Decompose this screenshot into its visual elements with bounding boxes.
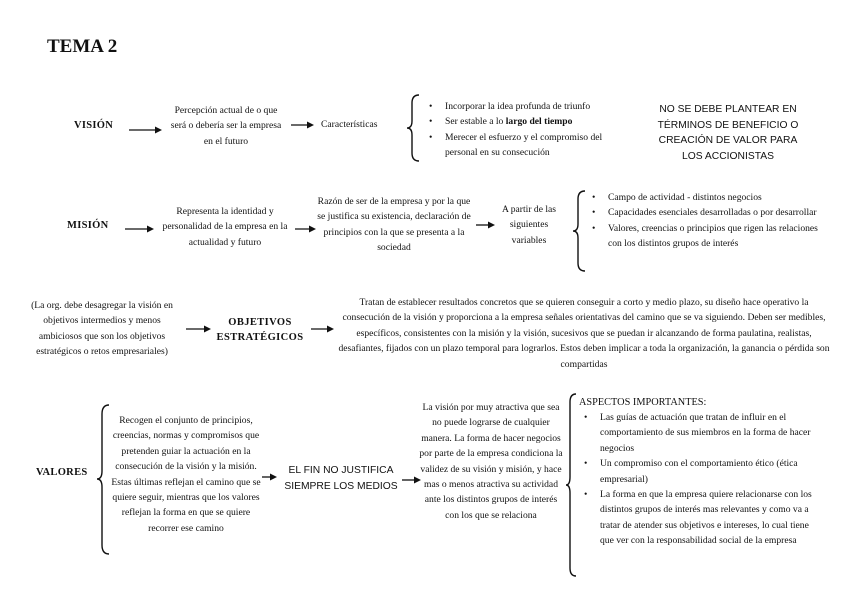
page-title: TEMA 2 [47, 36, 118, 57]
valores-aspects-brace [566, 393, 578, 577]
valores-aspects [582, 410, 824, 549]
mision-definition: Representa la identidad y personalidad de la empresa en la actualidad y futuro [162, 206, 288, 248]
objetivos-arrow-1 [186, 327, 212, 335]
objetivos-note: (La org. debe desagregar la visión en objetivos intermedios y menos ambiciosos que son los objetivos estratégicos o retos empresariales) [31, 300, 173, 358]
vision-label: VISIÓN [74, 120, 114, 131]
valores-explanation: La visión por muy atractiva que sea no puede lograrse de cualquier manera. La forma de hacer negocios por parte de la empresa condiciona la validez de su visión y misión, y hace mas o menos atractiva su actividad ante los distintos grupos de interés con los que se relaciona [419, 402, 563, 521]
valores-aspects-title: ASPECTOS IMPORTANTES: [579, 397, 707, 408]
mision-bullet: • Capacidades esenciales desarrolladas o por desarrollar [590, 205, 822, 220]
vision-arrow-1 [129, 128, 163, 136]
vision-bullet: • Merecer el esfuerzo y el compromiso del personal en su consecución [427, 130, 625, 161]
vision-bullet: • Ser estable a lo largo del tiempo [427, 114, 625, 129]
vision-bullet: • Incorporar la idea profunda de triunfo [427, 99, 625, 114]
vision-brace [407, 94, 421, 162]
mision-reason: Razón de ser de la empresa y por la que se justifica su existencia, declaración de principios con la que se presenta a la sociedad [317, 196, 471, 254]
objetivos-description: Tratan de establecer resultados concretos que se quieren conseguir a corto y medio plazo, su diseño hace operativo la consecución de la visión y proporciona a la empresa señales orientativas del camino que se va siguiendo. Deben ser medibles, específicos, consistentes con la misión y la visión, sucesivos que se puedan ir alcanzando de forma paulatina, realistas, desafiantes, fijados con un plazo temporal para lograrlos. Estos deben implicar a toda la organización, la ganancia o pérdida son compartidas [338, 297, 830, 370]
mision-connector: A partir de las siguientes variables [501, 204, 557, 246]
valores-aspect: • Las guías de actuación que tratan de influir en el comportamiento de sus miembros en la forma de hacer negocios [582, 410, 824, 456]
mision-label: MISIÓN [67, 220, 109, 231]
valores-label: VALORES [36, 467, 88, 478]
valores-middle: EL FIN NO JUSTIFICA SIEMPRE LOS MEDIOS [284, 465, 398, 492]
mision-bullet: • Valores, creencias o principios que rigen las relaciones con los distintos grupos de interés [590, 221, 822, 252]
mision-arrow-3 [476, 223, 496, 231]
mision-bullets [590, 190, 822, 252]
valores-aspect: • La forma en que la empresa quiere relacionarse con los distintos grupos de interés mas relevantes y como va a tratar de atender sus objetivos e intereses, lo cual tiene que ver con la responsabilidad social de la empresa [582, 487, 824, 549]
objetivos-label: OBJETIVOS ESTRATÉGICOS [216, 317, 304, 343]
objetivos-arrow-2 [311, 327, 335, 335]
vision-connector: Características [321, 119, 378, 130]
valores-definition: Recogen el conjunto de principios, creencias, normas y compromisos que pretenden guiar la actuación en la consecución de la visión y la misión. Estas últimas reflejan el camino que se quiere seguir, mientras que los valores reflejan la forma en que se quiere recorrer ese camino [111, 415, 261, 534]
mision-brace [573, 190, 587, 272]
valores-aspect: • Un compromiso con el comportamiento ético (ética empresarial) [582, 456, 824, 487]
mision-bullet: • Campo de actividad - distintos negocios [590, 190, 822, 205]
vision-definition: Percepción actual de o que será o debería ser la empresa en el futuro [170, 105, 282, 147]
vision-bullets [427, 99, 625, 161]
valores-arrow-1 [262, 475, 278, 483]
mision-arrow-1 [125, 227, 155, 235]
vision-arrow-2 [291, 123, 315, 131]
vision-note: NO SE DEBE PLANTEAR EN TÉRMINOS DE BENEFICIO O CREACIÓN DE VALOR PARA LOS ACCIONISTAS [657, 104, 799, 162]
